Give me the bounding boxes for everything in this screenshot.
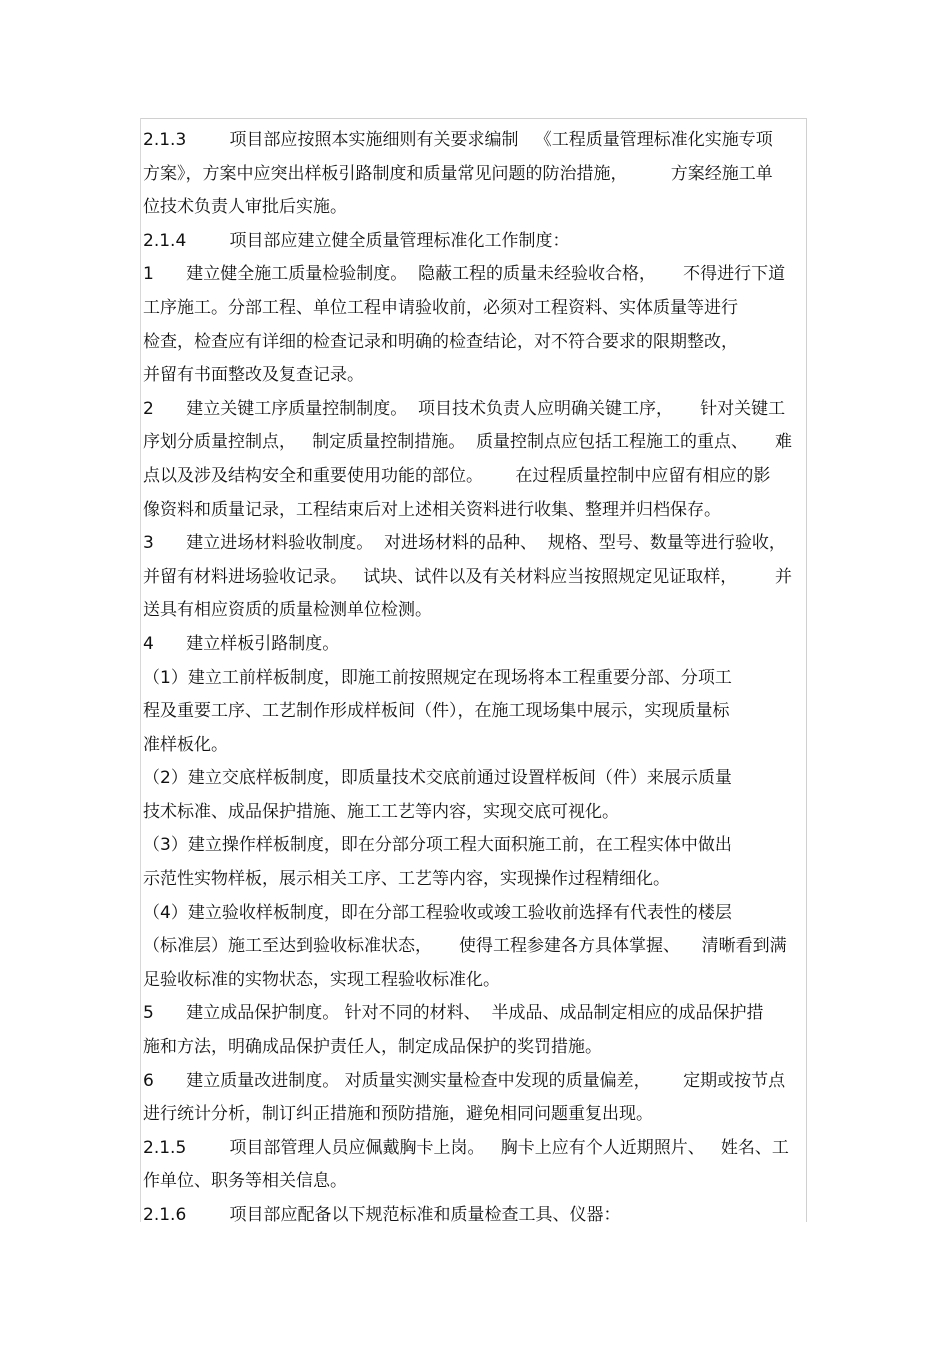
text-line: 送具有相应资质的质量检测单位检测。 (143, 600, 432, 621)
text-line: 2.1.6 项目部应配备以下规范标准和质量检查工具、仪器： (143, 1205, 621, 1225)
text-line: 6 建立质量改进制度。 对质量实测实量检查中发现的质量偏差， 定期或按节点 (143, 1070, 786, 1091)
text-line: 检查，检查应有详细的检查记录和明确的检查结论，对不符合要求的限期整改， (143, 331, 738, 352)
text-line: 示范性实物样板，展示相关工序、工艺等内容，实现操作过程精细化。 (143, 869, 670, 890)
text-line: 3 建立进场材料验收制度。 对进场材料的品种、 规格、型号、数量等进行验收， (143, 533, 786, 554)
text-line: 2.1.5 项目部管理人员应佩戴胸卡上岗。 胸卡上应有个人近期照片、 姓名、工 (143, 1137, 789, 1158)
text-line: （2）建立交底样板制度，即质量技术交底前通过设置样板间（件）来展示质量 (143, 768, 732, 789)
text-line: 像资料和质量记录，工程结束后对上述相关资料进行收集、整理并归档保存。 (143, 499, 721, 520)
text-line: （标准层）施工至达到验收标准状态， 使得工程参建各方具体掌握、 清晰看到满 (143, 936, 787, 957)
text-line: 2 建立关键工序质量控制制度。 项目技术负责人应明确关键工序， 针对关键工 (143, 398, 786, 419)
page-frame-top-border (140, 118, 807, 119)
text-line: 4 建立样板引路制度。 (143, 633, 340, 654)
text-line: 进行统计分析，制订纠正措施和预防措施，避免相同问题重复出现。 (143, 1104, 653, 1125)
text-line: 程及重要工序、工艺制作形成样板间（件），在施工现场集中展示，实现质量标 (143, 701, 730, 722)
text-line: 技术标准、成品保护措施、施工工艺等内容，实现交底可视化。 (143, 801, 619, 822)
text-line: 施和方法，明确成品保护责任人，制定成品保护的奖罚措施。 (143, 1037, 602, 1058)
text-line: 序划分质量控制点， 制定质量控制措施。 质量控制点应包括工程施工的重点、 难 (143, 432, 793, 453)
page-frame-left-border (140, 118, 141, 1222)
page-frame-right-border (806, 118, 807, 1222)
text-line: 5 建立成品保护制度。 针对不同的材料、 半成品、成品制定相应的成品保护措 (143, 1003, 764, 1024)
text-line: 2.1.4 项目部应建立健全质量管理标准化工作制度： (143, 230, 570, 251)
text-line: 足验收标准的实物状态，实现工程验收标准化。 (143, 969, 500, 990)
text-line: 方案》，方案中应突出样板引路制度和质量常见问题的防治措施， 方案经施工单 (143, 163, 773, 184)
text-line: 2.1.3 项目部应按照本实施细则有关要求编制 《工程质量管理标准化实施专项 (143, 130, 773, 150)
document-body (143, 124, 806, 1233)
text-line: 点以及涉及结构安全和重要使用功能的部位。 在过程质量控制中应留有相应的影 (143, 465, 771, 486)
text-line: 准样板化。 (143, 734, 228, 755)
text-line: 工序施工。分部工程、单位工程申请验收前，必须对工程资料、实体质量等进行 (143, 297, 738, 318)
text-line: 1 建立健全施工质量检验制度。 隐蔽工程的质量未经验收合格， 不得进行下道 (143, 264, 786, 285)
text-line: （4）建立验收样板制度，即在分部工程验收或竣工验收前选择有代表性的楼层 (143, 902, 732, 923)
text-line: （1）建立工前样板制度，即施工前按照规定在现场将本工程重要分部、分项工 (143, 667, 732, 688)
text-line: （3）建立操作样板制度，即在分部分项工程大面积施工前，在工程实体中做出 (143, 835, 732, 856)
text-line: 并留有材料进场验收记录。 试块、试件以及有关材料应当按照规定见证取样， 并 (143, 566, 793, 587)
text-line: 位技术负责人审批后实施。 (143, 197, 347, 218)
text-line: 作单位、职务等相关信息。 (143, 1171, 347, 1192)
text-line: 并留有书面整改及复查记录。 (143, 365, 364, 386)
